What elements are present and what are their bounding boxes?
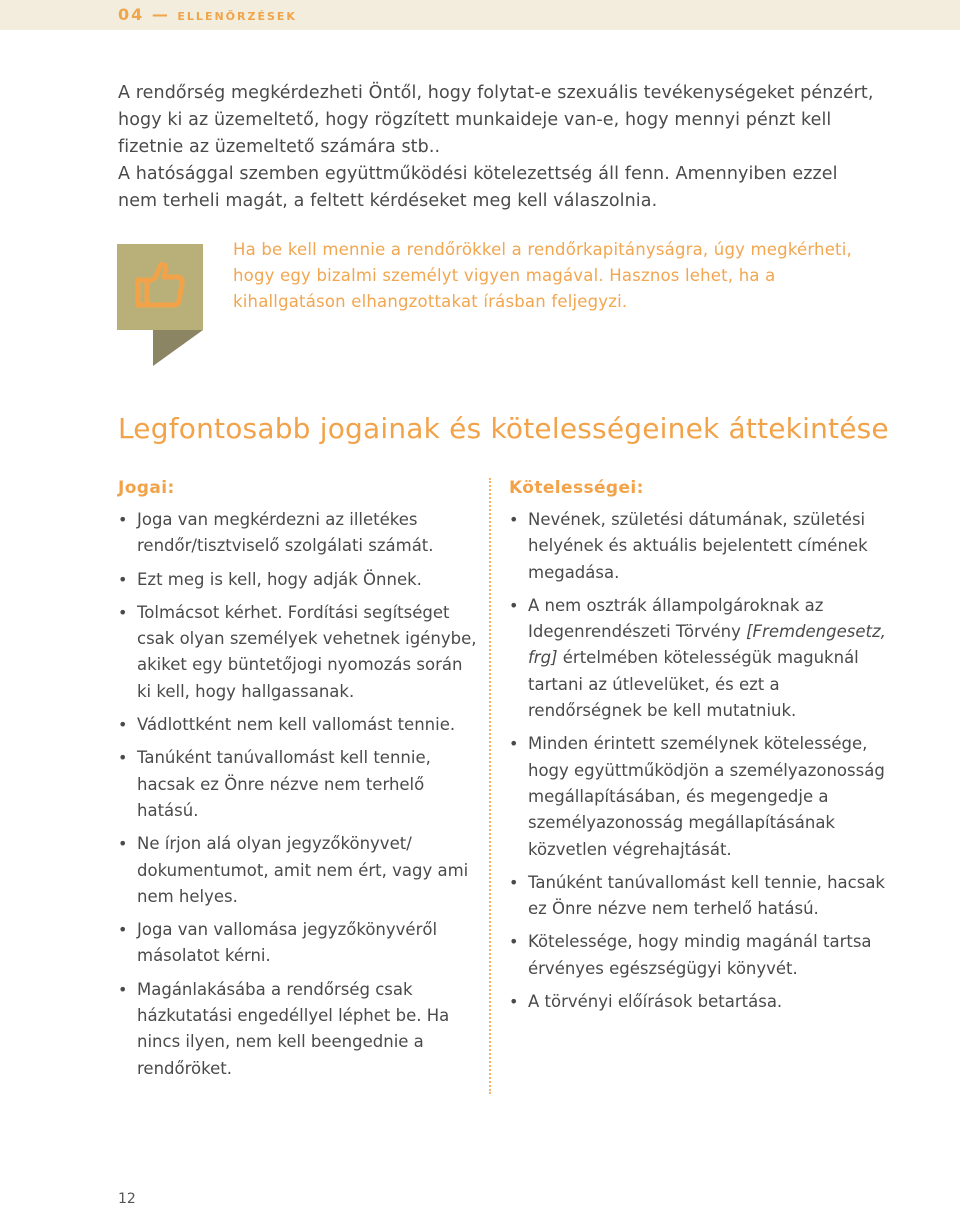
law-reference: [Fremdengesetz, frg] bbox=[528, 622, 886, 668]
list-item-text: Ne írjon alá olyan jegyzőkönyvet/ dokumentumot, amit nem ért, vagy ami nem helyes. bbox=[137, 834, 469, 906]
list-item-text: A törvényi előírások betartása. bbox=[528, 992, 783, 1012]
tip-icon-box bbox=[117, 244, 203, 330]
column-divider bbox=[489, 478, 491, 1094]
chapter-label: 04 — ellenőrzések bbox=[118, 5, 297, 24]
thumbs-up-icon bbox=[117, 244, 203, 366]
list-item-text: Magánlakásába a rendőrség csak házkutatási engedéllyel léphet be. Ha nincs ilyen, nem kell beengednie a rendőröket. bbox=[137, 979, 450, 1078]
list-item-text: Tolmácsot kérhet. Fordítási segítséget csak olyan személyek vehetnek igénybe, akiket egy büntetőjogi nyomozás során ki kell, hogy hallgassanak. bbox=[137, 602, 477, 701]
header-bar bbox=[0, 0, 960, 30]
intro-paragraph: A rendőrség megkérdezheti Öntől, hogy folytat-e szexuális tevékenységeket pénzért, hogy ki az üzemeltető, hogy rögzített munkaideje van-e, hogy mennyi pénzt kell fizetnie az üzemeltető számára stb.. bbox=[118, 83, 874, 157]
list-item bbox=[118, 917, 480, 970]
list-item-text: Joga van megkérdezni az illetékes rendőr/tisztviselő szolgálati számát. bbox=[137, 510, 434, 556]
bullet-icon: • bbox=[118, 979, 128, 999]
bullet-icon: • bbox=[509, 734, 519, 754]
bullet-icon: • bbox=[118, 920, 128, 940]
bullet-icon: • bbox=[118, 569, 128, 589]
list-item-text: Minden érintett személynek kötelessége, hogy együttműködjön a személyazonosság megállapításában, és megengedje a személyazonosság megállapításának közvetlen végrehajtását. bbox=[528, 734, 885, 859]
bullet-icon: • bbox=[509, 595, 519, 615]
section-title: Legfontosabb jogainak és kötelességeinek áttekintése bbox=[118, 412, 889, 445]
list-item-text: Ezt meg is kell, hogy adják Önnek. bbox=[137, 569, 422, 589]
list-item-text: értelmében kötelességük maguknál tartani az útlevelüket, és ezt a rendőrségnek be kell mutatniuk. bbox=[528, 648, 859, 721]
bullet-icon: • bbox=[118, 510, 128, 529]
bullet-icon: • bbox=[118, 602, 128, 622]
tip-icon-fold bbox=[153, 330, 203, 366]
bullet-icon: • bbox=[118, 834, 128, 854]
list-item-text: Joga van vallomása jegyzőkönyvéről másolatot kérni. bbox=[137, 920, 438, 966]
list-item bbox=[509, 731, 889, 862]
list-item-text: Kötelessége, hogy mindig magánál tartsa érvényes egészségügyi könyvét. bbox=[528, 932, 872, 978]
rights-list bbox=[118, 507, 480, 1082]
list-item bbox=[509, 870, 889, 923]
list-item-text: Tanúként tanúvallomást kell tennie, hacsak ez Önre nézve nem terhelő hatású. bbox=[137, 748, 431, 820]
bullet-icon: • bbox=[509, 872, 519, 892]
list-item bbox=[118, 977, 480, 1082]
list-item bbox=[118, 712, 480, 738]
list-item bbox=[509, 593, 889, 724]
list-item bbox=[118, 507, 480, 560]
list-item bbox=[118, 567, 480, 593]
list-item-text: A nem osztrák állampolgároknak az Idegenrendészeti Törvény bbox=[528, 595, 824, 642]
list-item bbox=[509, 989, 889, 1015]
list-item bbox=[118, 600, 480, 705]
list-item bbox=[118, 831, 480, 910]
list-item-text: Nevének, születési dátumának, születési helyének és aktuális bejelentett címének megadása. bbox=[528, 510, 868, 582]
duties-heading: Kötelességei: bbox=[509, 478, 644, 498]
bullet-icon: • bbox=[509, 992, 519, 1012]
tip-text: Ha be kell mennie a rendőrökkel a rendőrkapitányságra, úgy megkérheti, hogy egy bizalmi személyt vigyen magával. Hasznos lehet, ha a kihallgatáson elhangzottakat írásban feljegyzi. bbox=[233, 240, 852, 311]
intro-text bbox=[118, 80, 878, 215]
list-item bbox=[509, 507, 889, 586]
rights-heading: Jogai: bbox=[118, 478, 175, 498]
page-number: 12 bbox=[118, 1191, 136, 1207]
bullet-icon: • bbox=[118, 715, 128, 735]
bullet-icon: • bbox=[118, 748, 128, 768]
bullet-icon: • bbox=[509, 510, 519, 529]
intro-paragraph: A hatósággal szemben együttműködési kötelezettség áll fenn. Amennyiben ezzel nem terheli magát, a feltett kérdéseket meg kell válaszolnia. bbox=[118, 164, 838, 211]
list-item bbox=[118, 745, 480, 824]
list-item bbox=[509, 929, 889, 982]
duties-list bbox=[509, 507, 889, 1015]
list-item-text: Tanúként tanúvallomást kell tennie, hacsak ez Önre nézve nem terhelő hatású. bbox=[528, 872, 885, 919]
bullet-icon: • bbox=[509, 932, 519, 952]
list-item-text: Vádlottként nem kell vallomást tennie. bbox=[137, 715, 456, 735]
duties-column bbox=[509, 478, 889, 1022]
rights-column bbox=[118, 478, 480, 1089]
